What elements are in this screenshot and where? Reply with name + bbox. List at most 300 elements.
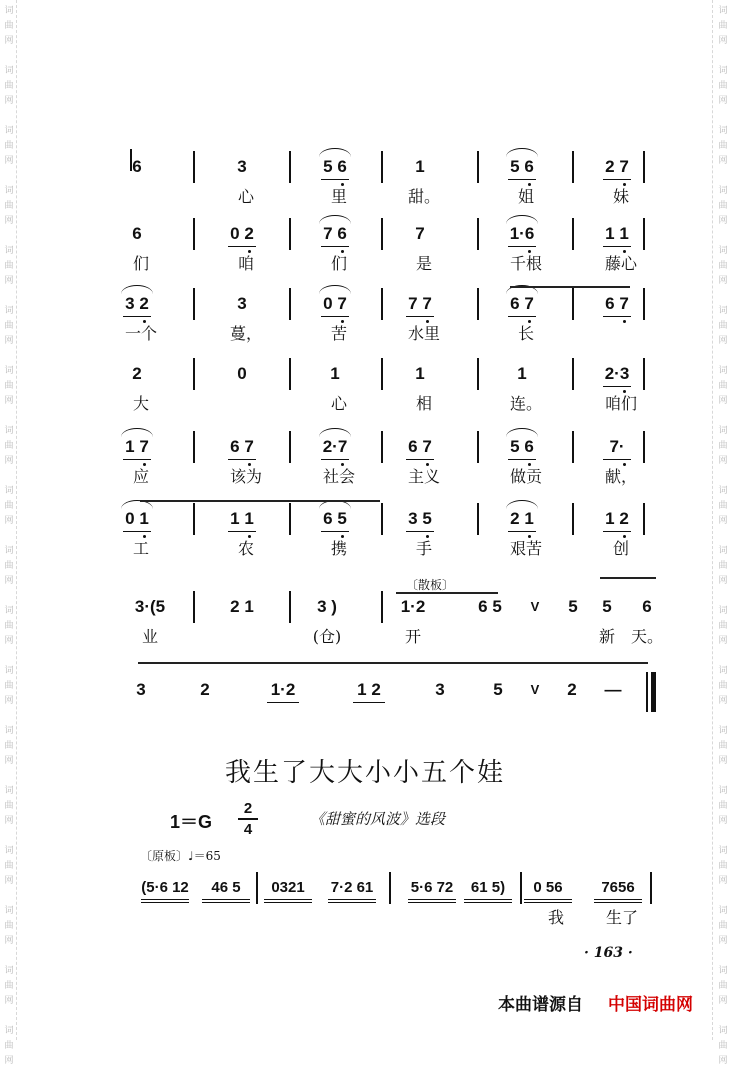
octave-dot — [341, 320, 344, 323]
beam-line — [603, 386, 631, 387]
watermark-glyph: 曲 — [4, 801, 14, 811]
watermark-glyph: 曲 — [718, 381, 728, 391]
barline — [643, 503, 645, 535]
barline — [193, 218, 195, 250]
watermark-glyph: 曲 — [4, 261, 14, 271]
watermark-glyph: 网 — [4, 336, 14, 346]
watermark-glyph: 曲 — [718, 561, 728, 571]
tempo-marking: 〔原板〕♩＝65 — [140, 849, 221, 863]
watermark-glyph: 曲 — [4, 861, 14, 871]
beam-line — [264, 899, 312, 900]
watermark-glyph: 网 — [718, 156, 728, 166]
note: 2 — [567, 680, 577, 699]
watermark-glyph: 曲 — [4, 381, 14, 391]
note: 3 — [435, 680, 445, 699]
tie-line — [140, 500, 380, 502]
watermark-glyph: 词 — [718, 966, 728, 976]
watermark-glyph: 词 — [4, 426, 14, 436]
watermark-glyph: 曲 — [4, 1041, 14, 1051]
tie-line — [510, 286, 630, 288]
slur — [506, 500, 538, 509]
key-signature: 1＝G — [170, 812, 213, 832]
octave-dot — [143, 463, 146, 466]
barline — [643, 151, 645, 183]
beam-line — [603, 179, 631, 180]
beam-line — [594, 902, 642, 903]
watermark-glyph: 网 — [718, 696, 728, 706]
lyric: 大 — [132, 394, 150, 413]
octave-dot — [623, 183, 626, 186]
lyric: 我 — [547, 908, 565, 927]
watermark-glyph: 词 — [718, 6, 728, 16]
note: — — [604, 680, 622, 699]
lyric: 咱 — [237, 254, 255, 273]
barline — [572, 151, 574, 183]
lyric: 长 — [517, 324, 535, 343]
barline — [520, 872, 522, 904]
note: 6 — [642, 597, 652, 616]
lyric: 献， — [604, 467, 638, 486]
beam-line — [406, 459, 434, 460]
watermark-glyph: 词 — [718, 486, 728, 496]
octave-dot — [426, 320, 429, 323]
barline — [381, 151, 383, 183]
slur — [319, 428, 351, 437]
watermark-glyph: 曲 — [4, 621, 14, 631]
barline — [256, 872, 258, 904]
beam-line — [328, 902, 376, 903]
note: 0 2 — [230, 224, 254, 243]
watermark-glyph: 网 — [718, 456, 728, 466]
watermark-glyph: 词 — [4, 966, 14, 976]
lyric: 工 — [132, 539, 150, 558]
note: 7· — [609, 437, 625, 456]
watermark-glyph: 词 — [718, 786, 728, 796]
watermark-glyph: 词 — [4, 366, 14, 376]
barline — [289, 591, 291, 623]
note: 5 — [602, 597, 612, 616]
watermark-glyph: 网 — [4, 756, 14, 766]
footer-site-name: 中国词曲网 — [608, 995, 693, 1015]
barline — [381, 431, 383, 463]
watermark-glyph: 词 — [718, 1026, 728, 1036]
barline — [389, 872, 391, 904]
note: 3 — [237, 157, 247, 176]
octave-dot — [248, 250, 251, 253]
watermark-glyph: 曲 — [718, 321, 728, 331]
note: V — [530, 599, 540, 614]
beam-line — [228, 246, 256, 247]
barline — [130, 149, 132, 171]
watermark-glyph: 曲 — [718, 861, 728, 871]
lyric: 心 — [237, 187, 255, 206]
beam-line — [267, 702, 299, 703]
lyric: (仓) — [312, 627, 342, 646]
lyric: 们 — [330, 254, 348, 273]
note: 1 — [415, 364, 425, 383]
watermark-glyph: 词 — [4, 726, 14, 736]
slur — [319, 285, 351, 294]
watermark-glyph: 曲 — [4, 921, 14, 931]
octave-dot — [248, 535, 251, 538]
note: 5 — [493, 680, 503, 699]
watermark-glyph: 词 — [4, 786, 14, 796]
watermark-glyph: 曲 — [718, 921, 728, 931]
note: 2 1 — [510, 509, 534, 528]
watermark-glyph: 词 — [718, 66, 728, 76]
lyric: 一个 — [124, 324, 158, 343]
beam-line — [406, 531, 434, 532]
barline — [381, 591, 383, 623]
watermark-glyph: 曲 — [718, 681, 728, 691]
beam-line — [123, 459, 151, 460]
watermark-glyph: 曲 — [4, 741, 14, 751]
barline — [381, 358, 383, 390]
watermark-glyph: 词 — [718, 606, 728, 616]
lyric: 相 — [415, 394, 433, 413]
barline — [477, 218, 479, 250]
watermark-glyph: 词 — [718, 126, 728, 136]
octave-dot — [623, 320, 626, 323]
beam-line — [603, 459, 631, 460]
note: 3 5 — [408, 509, 432, 528]
watermark-glyph: 曲 — [718, 261, 728, 271]
watermark-glyph: 网 — [718, 1056, 728, 1066]
lyric: 业 — [141, 627, 159, 646]
watermark-glyph: 词 — [4, 1026, 14, 1036]
beam-line — [228, 531, 256, 532]
time-signature-top: 2 — [243, 800, 253, 817]
note: 2 — [200, 680, 210, 699]
beam-line — [321, 179, 349, 180]
barline — [193, 151, 195, 183]
note: 1 — [415, 157, 425, 176]
lyric: 应 — [132, 467, 150, 486]
barline — [650, 872, 652, 904]
watermark-glyph: 网 — [718, 396, 728, 406]
beam-line — [603, 531, 631, 532]
watermark-glyph: 曲 — [718, 981, 728, 991]
note: 1 2 — [605, 509, 629, 528]
octave-dot — [426, 535, 429, 538]
watermark-glyph: 网 — [718, 96, 728, 106]
lyric: 甜。 — [407, 187, 441, 206]
octave-dot — [623, 390, 626, 393]
lyric: 蔓， — [229, 324, 263, 343]
note: 1 2 — [357, 680, 381, 699]
watermark-glyph: 曲 — [718, 501, 728, 511]
note: 3 — [136, 680, 146, 699]
watermark-glyph: 词 — [4, 126, 14, 136]
lyric: 苦 — [330, 324, 348, 343]
watermark-glyph: 词 — [4, 846, 14, 856]
watermark-glyph: 曲 — [718, 621, 728, 631]
watermark-glyph: 网 — [718, 636, 728, 646]
barline — [289, 151, 291, 183]
note: 7·2 61 — [330, 879, 374, 896]
octave-dot — [623, 535, 626, 538]
note: 6 5 — [478, 597, 502, 616]
barline — [477, 503, 479, 535]
beam-line — [264, 902, 312, 903]
barline — [572, 431, 574, 463]
watermark-glyph: 网 — [718, 276, 728, 286]
beam-line — [228, 459, 256, 460]
watermark-glyph: 网 — [718, 216, 728, 226]
watermark-glyph: 词 — [4, 546, 14, 556]
watermark-glyph: 曲 — [4, 201, 14, 211]
beam-line — [141, 902, 189, 903]
watermark-glyph: 曲 — [718, 201, 728, 211]
watermark-glyph: 曲 — [4, 981, 14, 991]
watermark-glyph: 曲 — [4, 81, 14, 91]
lyric: 手 — [415, 539, 433, 558]
watermark-glyph: 词 — [4, 66, 14, 76]
beam-line — [328, 899, 376, 900]
octave-dot — [623, 463, 626, 466]
note: 46 5 — [211, 879, 241, 896]
watermark-glyph: 网 — [718, 996, 728, 1006]
lyric: 们 — [132, 254, 150, 273]
watermark-glyph: 词 — [718, 306, 728, 316]
barline — [381, 288, 383, 320]
beam-line — [353, 702, 385, 703]
note: 5·6 72 — [410, 879, 454, 896]
beam-line — [408, 902, 456, 903]
note: 3 ) — [317, 597, 337, 616]
watermark-glyph: 词 — [4, 486, 14, 496]
slur — [506, 148, 538, 157]
note: (5·6 12 — [141, 879, 189, 896]
barline — [289, 358, 291, 390]
octave-dot — [143, 320, 146, 323]
beam-line — [508, 531, 536, 532]
barline — [193, 288, 195, 320]
note: 5 6 — [323, 157, 347, 176]
song-title: 我生了大大小小五个娃 — [224, 758, 505, 788]
barline — [289, 218, 291, 250]
beam-line — [123, 316, 151, 317]
lyric: 连。 — [509, 394, 543, 413]
octave-dot — [341, 183, 344, 186]
note: 6 7 — [510, 294, 534, 313]
octave-dot — [248, 463, 251, 466]
page-number: · 163 · — [584, 945, 633, 961]
octave-dot — [528, 320, 531, 323]
lyric: 姐 — [517, 187, 535, 206]
barline — [572, 503, 574, 535]
watermark-glyph: 词 — [718, 426, 728, 436]
marking: 〔散板〕 — [405, 578, 455, 592]
footer-source-label: 本曲谱源自 — [498, 995, 583, 1015]
lyric: 农 — [237, 539, 255, 558]
note: 6 5 — [323, 509, 347, 528]
watermark-glyph: 曲 — [4, 501, 14, 511]
watermark-glyph: 词 — [718, 726, 728, 736]
barline — [289, 503, 291, 535]
slur — [506, 428, 538, 437]
watermark-glyph: 网 — [4, 696, 14, 706]
watermark-glyph: 网 — [4, 996, 14, 1006]
note: V — [530, 682, 540, 697]
watermark-glyph: 网 — [718, 756, 728, 766]
watermark-glyph: 词 — [718, 666, 728, 676]
watermark-glyph: 网 — [4, 816, 14, 826]
watermark-glyph: 词 — [718, 906, 728, 916]
beam-line — [508, 246, 536, 247]
final-barline — [651, 672, 656, 712]
lyric: 创 — [612, 539, 630, 558]
note: 1·2 — [400, 597, 426, 616]
note: 0 1 — [125, 509, 149, 528]
lyric: 天。 — [630, 627, 664, 646]
tie-line — [396, 592, 498, 594]
barline — [193, 358, 195, 390]
watermark-glyph: 词 — [4, 6, 14, 16]
watermark-glyph: 网 — [4, 96, 14, 106]
lyric: 妹 — [612, 187, 630, 206]
octave-dot — [528, 250, 531, 253]
beam-line — [202, 902, 250, 903]
octave-dot — [528, 183, 531, 186]
watermark-glyph: 网 — [718, 336, 728, 346]
lyric: 咱们 — [604, 394, 638, 413]
note: 2 7 — [605, 157, 629, 176]
barline — [572, 218, 574, 250]
octave-dot — [341, 535, 344, 538]
note: 5 — [568, 597, 578, 616]
watermark-glyph: 词 — [4, 906, 14, 916]
watermark-glyph: 词 — [4, 186, 14, 196]
watermark-glyph: 词 — [718, 246, 728, 256]
watermark-glyph: 曲 — [4, 141, 14, 151]
note: 7 7 — [408, 294, 432, 313]
barline — [572, 288, 574, 320]
octave-dot — [623, 250, 626, 253]
beam-line — [321, 246, 349, 247]
watermark-glyph: 词 — [4, 606, 14, 616]
lyric: 是 — [415, 254, 433, 273]
note: 3·(5 — [134, 597, 166, 616]
note: 1 1 — [230, 509, 254, 528]
lyric: 里 — [330, 187, 348, 206]
note: 0 7 — [323, 294, 347, 313]
watermark-glyph: 词 — [718, 366, 728, 376]
slur — [121, 428, 153, 437]
watermark-glyph: 网 — [718, 516, 728, 526]
beam-line — [141, 899, 189, 900]
beam-line — [464, 902, 512, 903]
beam-line — [202, 899, 250, 900]
barline — [193, 431, 195, 463]
note: 3 2 — [125, 294, 149, 313]
beam-line — [594, 899, 642, 900]
note: 6 — [132, 157, 142, 176]
watermark-glyph: 网 — [4, 576, 14, 586]
watermark-glyph: 曲 — [718, 801, 728, 811]
watermark-glyph: 词 — [718, 846, 728, 856]
barline — [477, 358, 479, 390]
barline — [477, 431, 479, 463]
barline — [643, 288, 645, 320]
lyric: 生了 — [605, 908, 639, 927]
note: 5 6 — [510, 157, 534, 176]
watermark-glyph: 网 — [4, 396, 14, 406]
note: 7656 — [601, 879, 635, 896]
beam-line — [524, 899, 572, 900]
watermark-glyph: 网 — [718, 36, 728, 46]
lyric: 藤心 — [604, 254, 638, 273]
watermark-glyph: 曲 — [718, 81, 728, 91]
beam-line — [123, 531, 151, 532]
watermark-glyph: 曲 — [4, 681, 14, 691]
note: 61 5) — [470, 879, 506, 896]
beam-line — [508, 316, 536, 317]
beam-line — [464, 899, 512, 900]
lyric: 该为 — [229, 467, 263, 486]
note: 1 1 — [605, 224, 629, 243]
staff-divider — [138, 662, 648, 664]
lyric: 新 — [598, 627, 616, 646]
watermark-glyph: 网 — [4, 936, 14, 946]
watermark-glyph: 曲 — [4, 441, 14, 451]
octave-dot — [528, 535, 531, 538]
note: 0321 — [271, 879, 305, 896]
watermark-glyph: 网 — [4, 636, 14, 646]
watermark-glyph: 词 — [4, 246, 14, 256]
barline — [477, 288, 479, 320]
octave-dot — [341, 463, 344, 466]
watermark-glyph: 网 — [4, 1056, 14, 1066]
lyric: 携 — [330, 539, 348, 558]
watermark-glyph: 曲 — [4, 21, 14, 31]
watermark-glyph: 网 — [4, 516, 14, 526]
barline — [289, 431, 291, 463]
watermark-glyph: 网 — [4, 216, 14, 226]
watermark-glyph: 曲 — [718, 141, 728, 151]
octave-dot — [341, 250, 344, 253]
note: 1 7 — [125, 437, 149, 456]
barline — [381, 503, 383, 535]
barline — [381, 218, 383, 250]
watermark-glyph: 网 — [4, 876, 14, 886]
lyric: 水里 — [407, 324, 441, 343]
watermark-glyph: 曲 — [4, 321, 14, 331]
tie-line — [600, 577, 656, 579]
octave-dot — [143, 535, 146, 538]
beam-line — [524, 902, 572, 903]
note: 0 — [237, 364, 247, 383]
note: 2 — [132, 364, 142, 383]
note: 3 — [237, 294, 247, 313]
note: 1·2 — [270, 680, 296, 699]
watermark-glyph: 网 — [4, 456, 14, 466]
beam-line — [508, 459, 536, 460]
lyric: 主义 — [407, 467, 441, 486]
watermark-glyph: 网 — [4, 276, 14, 286]
watermark-glyph: 网 — [4, 36, 14, 46]
watermark-glyph: 网 — [4, 156, 14, 166]
watermark-glyph: 曲 — [718, 1041, 728, 1051]
beam-line — [321, 459, 349, 460]
note: 2 1 — [230, 597, 254, 616]
watermark-glyph: 网 — [718, 936, 728, 946]
lyric: 心 — [330, 394, 348, 413]
note: 1 — [330, 364, 340, 383]
time-signature — [238, 800, 258, 838]
final-barline — [646, 672, 648, 712]
barline — [289, 288, 291, 320]
